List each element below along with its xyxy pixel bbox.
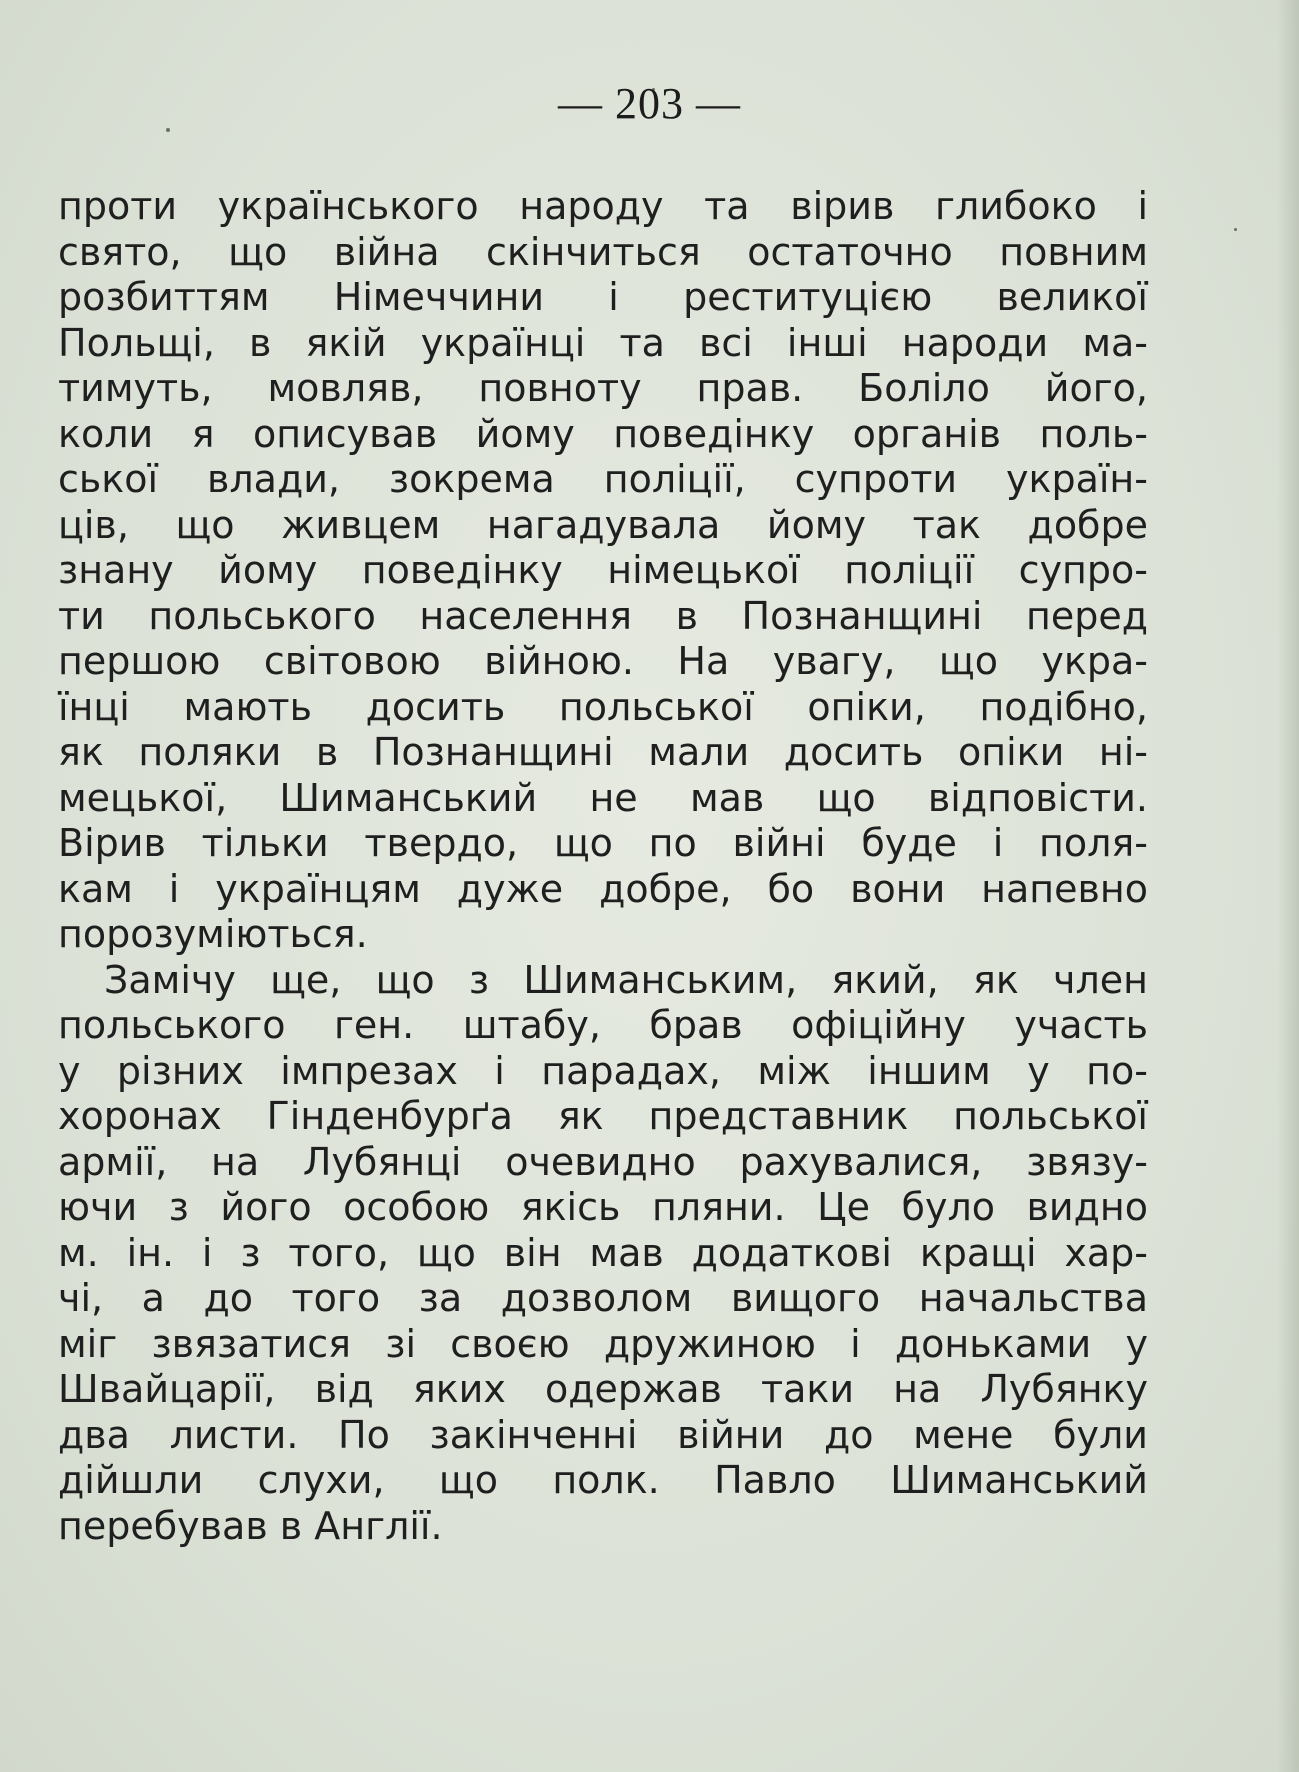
paragraph	[58, 184, 1148, 958]
text-line: міг звязатися зі своєю дружиною і доньками у	[58, 1321, 1148, 1366]
text-line: знану йому поведінку німецької поліції супро-	[58, 548, 1148, 592]
text-line: порозуміються.	[58, 912, 368, 956]
text-line: кам і українцям дуже добре, бо вони напевно	[58, 866, 1148, 911]
text-line: армії, на Лубянці очевидно рахувалися, звязу-	[58, 1139, 1148, 1184]
text-line: Польщі, в якій українці та всі інші народи ма-	[58, 320, 1148, 365]
text-line: як поляки в Познанщині мали досить опіки ні-	[58, 730, 1148, 774]
page-number: — 203 —	[558, 79, 741, 128]
text-line: коли я описував йому поведінку органів поль-	[58, 411, 1148, 456]
text-line: ти польського населення в Познанщині перед	[58, 593, 1148, 638]
text-line: розбиттям Німеччини і реституцією великої	[58, 275, 1148, 319]
paper-speck	[1234, 228, 1237, 231]
text-line: проти українського народу та вірив глибоко і	[58, 184, 1148, 228]
text-line: першою світовою війною. На увагу, що укра-	[58, 639, 1148, 683]
text-line: Замічу ще, що з Шиманським, який, як член	[104, 957, 1148, 1002]
text-line: перебував в Англії.	[58, 1503, 443, 1548]
text-line: м. ін. і з того, що він мав додаткові кращі хар-	[58, 1230, 1148, 1275]
text-line: у різних імпрезах і парадах, між іншим у по-	[58, 1048, 1148, 1093]
text-line: тимуть, мовляв, повноту прав. Боліло його,	[58, 366, 1148, 410]
text-line: ців, що живцем нагадувала йому так добре	[58, 502, 1148, 547]
text-line: свято, що війна скінчиться остаточно повним	[58, 229, 1148, 274]
text-line: чі, а до того за дозволом вищого начальства	[58, 1276, 1148, 1320]
text-line: Вірив тільки твердо, що по війні буде і поля-	[58, 821, 1148, 865]
text-line: їнці мають досить польської опіки, подібно,	[58, 684, 1148, 729]
body-text	[58, 184, 1148, 1549]
text-line: мецької, Шиманський не мав що відповісти.	[58, 775, 1148, 820]
text-line: два листи. По закінченні війни до мене були	[58, 1412, 1148, 1457]
paragraph	[58, 958, 1148, 1550]
text-line: ської влади, зокрема поліції, супроти україн-	[58, 457, 1148, 501]
text-line: Швайцарії, від яких одержав таки на Лубянку	[58, 1367, 1148, 1411]
text-line: хоронах Гінденбурґа як представник польської	[58, 1094, 1148, 1138]
text-line: ючи з його особою якісь пляни. Це було видно	[58, 1185, 1148, 1229]
text-line: дійшли слухи, що полк. Павло Шиманський	[58, 1458, 1148, 1502]
text-line: польського ген. штабу, брав офіційну участь	[58, 1003, 1148, 1047]
page-edge-shadow	[1277, 0, 1299, 1772]
